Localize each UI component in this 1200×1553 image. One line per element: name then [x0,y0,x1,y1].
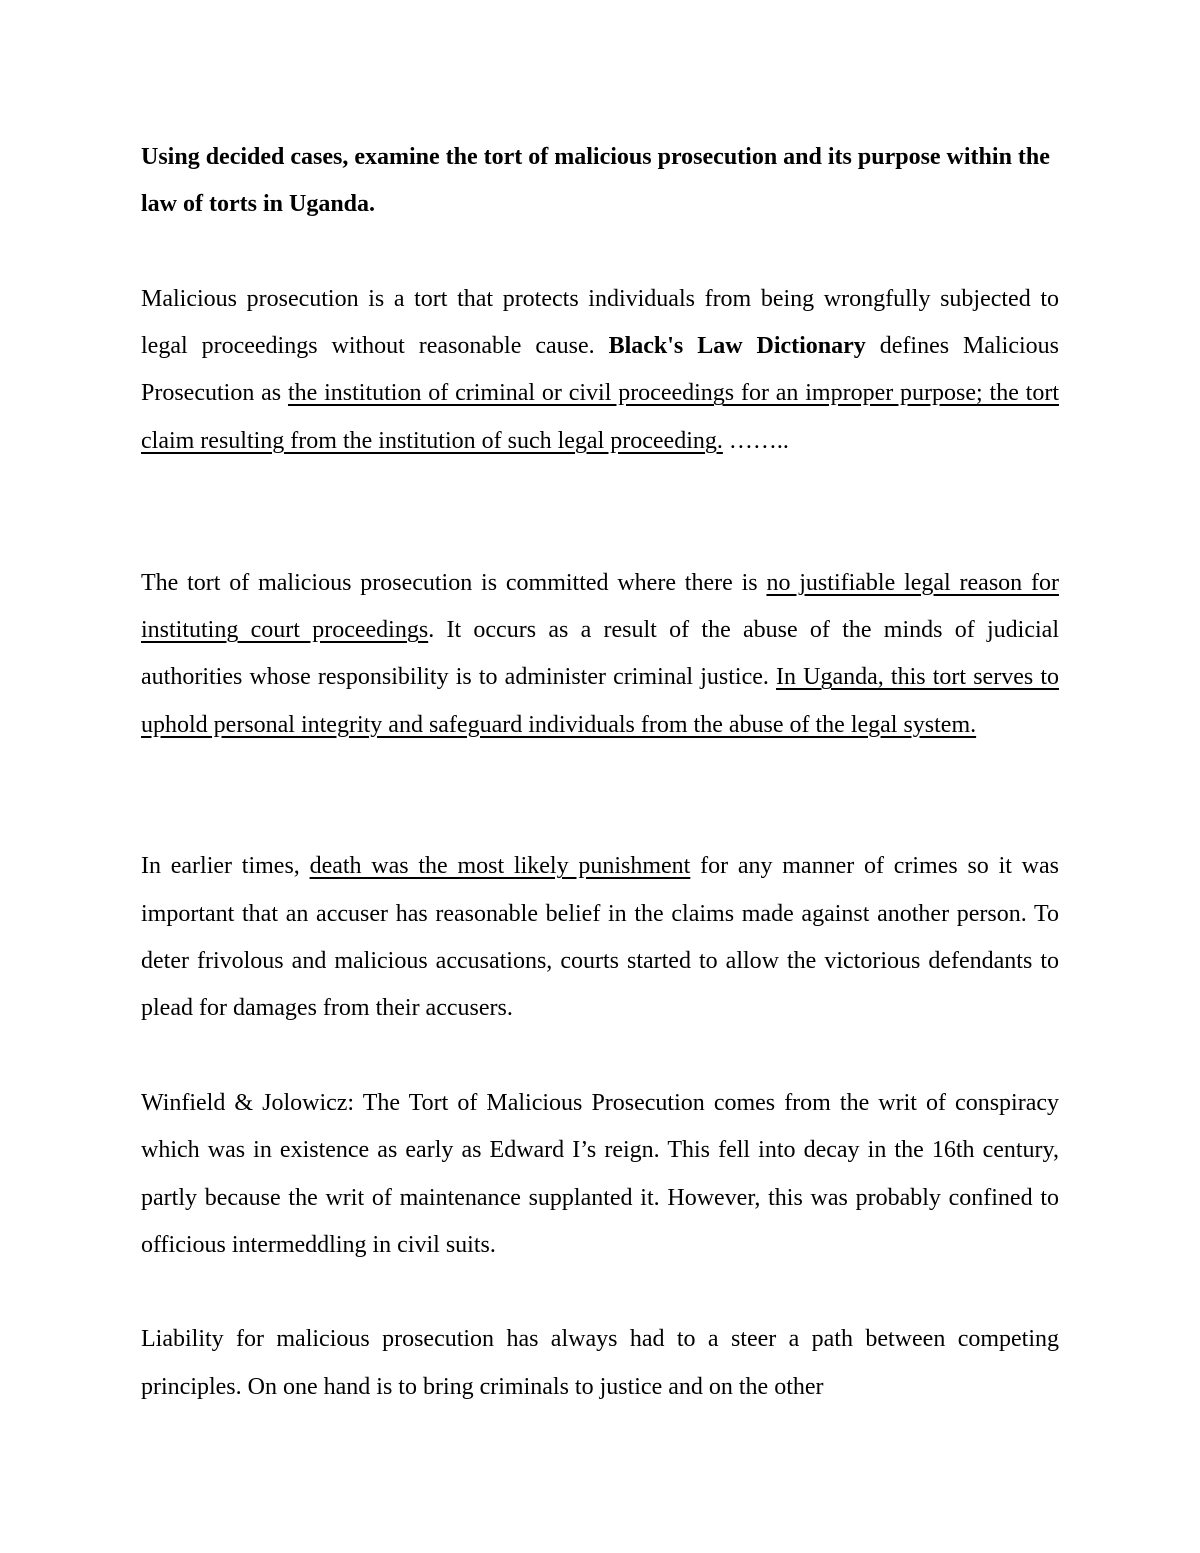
paragraph-gap [141,512,1059,559]
paragraph-gap [141,1269,1059,1316]
text-segment: Liability for malicious prosecution has always had to a steer a path between competing principles. On one hand is to bring criminals to justice and on the other [141,1326,1059,1400]
text-segment: Winfield & Jolowicz: The Tort of Malicious Prosecution comes from the writ of conspiracy which was in existence as early as Edward I’s reign. This fell into decay in the 16th century, partly because the writ of maintenance supplanted it. However, this was probably confined to officious intermeddling in civil suits. [141,1089,1059,1258]
text-segment: for any manner of crimes so it was important that an accuser has reasonable belief in the claims made against another person. To deter frivolous and malicious accusations, courts started to allow the victorious defendants to plead for damages from their accusers. [141,853,1059,1022]
paragraph-gap [141,465,1059,512]
paragraph-gap [141,229,1059,276]
underlined-phrase: In Uganda, this tort serves to uphold personal integrity and safeguard individuals from the abuse of the legal system. [141,664,1059,738]
underlined-phrase: no justifiable legal reason for instituting court proceedings [141,569,1059,643]
text-segment: …….. [722,427,789,454]
paragraph-gap [141,1033,1059,1080]
underlined-definition: the institution of criminal or civil proceedings for an improper purpose; the tort claim resulting from the institution of such legal proceeding. [141,380,1059,454]
text-segment: In earlier times, [141,853,310,880]
text-segment: . It occurs as a result of the abuse of the minds of judicial authorities whose responsibility is to administer criminal justice. [141,616,1059,691]
bold-term-blacks-law-dictionary: Black's Law Dictionary [608,333,866,360]
underlined-phrase: death was the most likely punishment [309,853,691,880]
paragraph-history [141,843,1059,1032]
paragraph-gap [141,796,1059,843]
text-segment: The tort of malicious prosecution is committed where there is [141,569,767,596]
paragraph-liability [141,1316,1059,1411]
text-segment: Malicious prosecution is a tort that protects individuals from being wrongfully subjected to legal proceedings without reasonable cause. [141,285,1059,360]
document-body [141,134,1059,1411]
paragraph-commission [141,560,1059,749]
paragraph-winfield [141,1080,1059,1269]
paragraph-gap [141,749,1059,796]
paragraph-definition [141,276,1059,465]
text-segment: defines Malicious Prosecution as [141,333,1059,407]
document-title: Using decided cases, examine the tort of malicious prosecution and its purpose within the law of torts in Uganda. [141,144,1050,218]
